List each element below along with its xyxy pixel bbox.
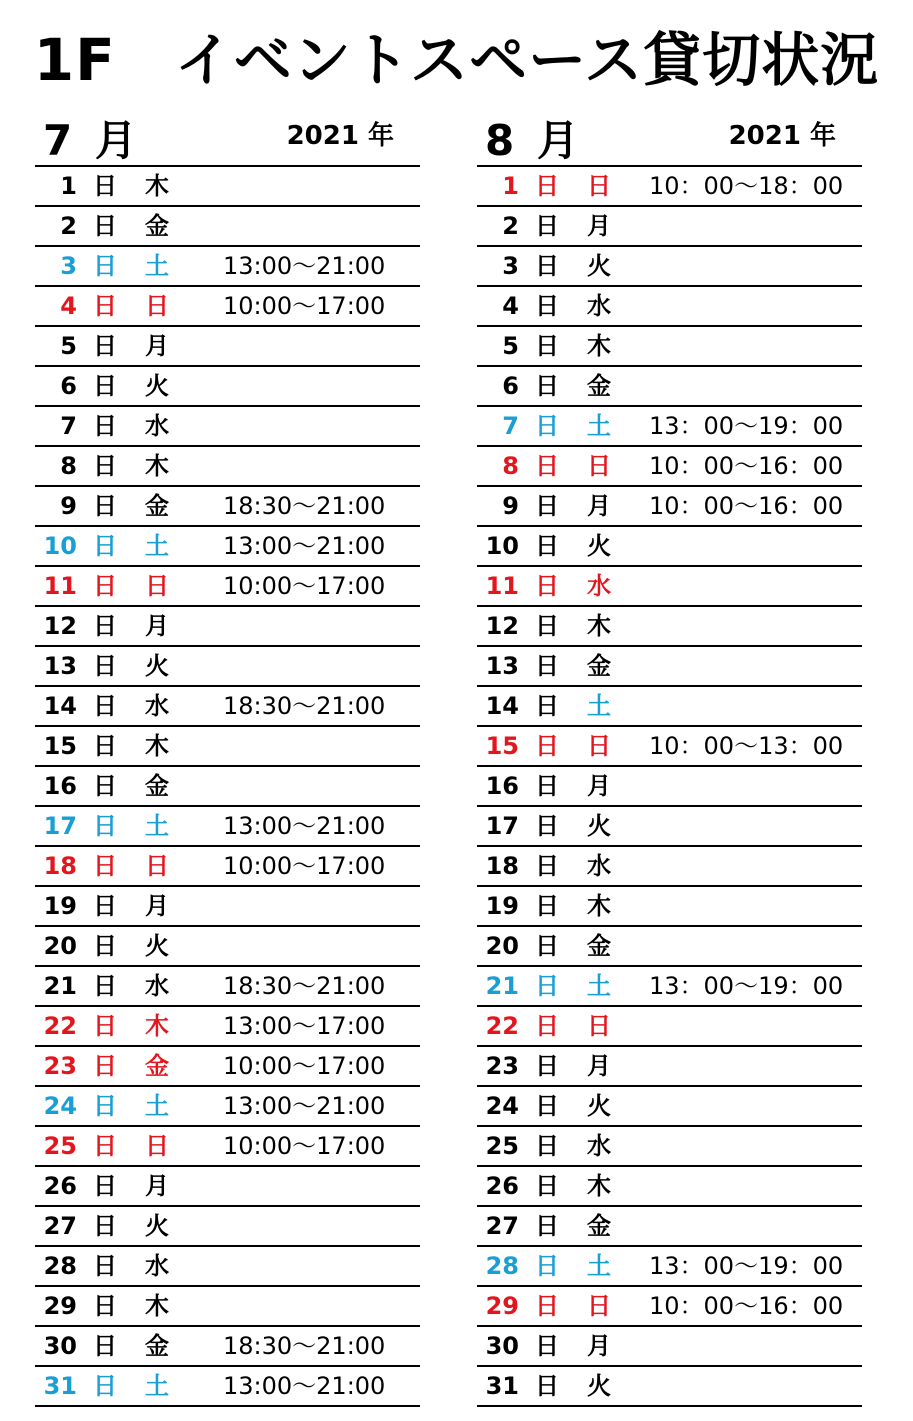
month-header	[477, 118, 862, 165]
day-row	[35, 207, 420, 247]
day-suffix: 日	[535, 292, 559, 320]
weekday: 日	[587, 1012, 611, 1040]
day-number: 21	[43, 972, 77, 1000]
day-number: 11	[485, 572, 519, 600]
day-suffix: 日	[535, 372, 559, 400]
day-suffix: 日	[93, 932, 117, 960]
weekday: 金	[587, 652, 611, 680]
day-number: 30	[485, 1332, 519, 1360]
day-number: 16	[43, 772, 77, 800]
day-number: 29	[43, 1292, 77, 1320]
weekday: 月	[145, 892, 169, 920]
day-number: 22	[43, 1012, 77, 1040]
day-number: 10	[43, 532, 77, 560]
day-suffix: 日	[93, 1132, 117, 1160]
day-suffix: 日	[93, 1012, 117, 1040]
day-row	[477, 1127, 862, 1167]
day-number: 4	[502, 292, 519, 320]
day-row	[477, 167, 862, 207]
day-suffix: 日	[93, 852, 117, 880]
weekday: 金	[145, 1332, 169, 1360]
day-suffix: 日	[535, 172, 559, 200]
day-row	[35, 767, 420, 807]
day-number: 7	[502, 412, 519, 440]
day-number: 22	[485, 1012, 519, 1040]
day-suffix: 日	[93, 1332, 117, 1360]
day-number: 28	[485, 1252, 519, 1280]
day-suffix: 日	[93, 212, 117, 240]
day-row	[35, 1247, 420, 1287]
day-suffix: 日	[535, 532, 559, 560]
day-number: 9	[60, 492, 77, 520]
day-row	[477, 447, 862, 487]
day-suffix: 日	[93, 1172, 117, 1200]
day-row	[477, 287, 862, 327]
day-number: 27	[43, 1212, 77, 1240]
day-list	[35, 165, 420, 1407]
month-august-calendar	[477, 118, 862, 1407]
day-number: 6	[502, 372, 519, 400]
weekday: 水	[587, 572, 611, 600]
day-suffix: 日	[535, 692, 559, 720]
day-number: 3	[60, 252, 77, 280]
day-row	[35, 1167, 420, 1207]
weekday: 水	[587, 852, 611, 880]
day-suffix: 日	[535, 452, 559, 480]
day-suffix: 日	[535, 1292, 559, 1320]
day-number: 12	[485, 612, 519, 640]
weekday: 火	[145, 652, 169, 680]
day-suffix: 日	[93, 532, 117, 560]
weekday: 土	[587, 972, 611, 1000]
day-number: 15	[43, 732, 77, 760]
weekday: 日	[145, 572, 169, 600]
weekday: 木	[587, 1172, 611, 1200]
day-number: 6	[60, 372, 77, 400]
day-row	[35, 247, 420, 287]
reservation-time: 13:00～21:00	[223, 532, 386, 560]
day-row	[477, 247, 862, 287]
day-number: 2	[502, 212, 519, 240]
day-row	[35, 1327, 420, 1367]
day-row	[35, 887, 420, 927]
month-year: 2021 年	[728, 121, 836, 151]
day-row	[35, 167, 420, 207]
day-number: 11	[43, 572, 77, 600]
day-row	[477, 727, 862, 767]
day-suffix: 日	[93, 1052, 117, 1080]
day-number: 8	[60, 452, 77, 480]
day-number: 20	[485, 932, 519, 960]
day-number: 17	[485, 812, 519, 840]
weekday: 水	[145, 1252, 169, 1280]
weekday: 日	[587, 1292, 611, 1320]
day-suffix: 日	[535, 772, 559, 800]
weekday: 土	[145, 252, 169, 280]
day-row	[35, 367, 420, 407]
day-number: 8	[502, 452, 519, 480]
month-name: 7 月	[43, 116, 141, 165]
day-number: 13	[43, 652, 77, 680]
day-suffix: 日	[93, 1212, 117, 1240]
day-row	[477, 1287, 862, 1327]
weekday: 火	[587, 1372, 611, 1400]
month-july-calendar	[35, 118, 420, 1407]
day-row	[477, 207, 862, 247]
weekday: 土	[587, 692, 611, 720]
weekday: 木	[587, 612, 611, 640]
day-suffix: 日	[535, 252, 559, 280]
day-number: 21	[485, 972, 519, 1000]
weekday: 水	[145, 412, 169, 440]
reservation-time: 10:00～17:00	[223, 292, 386, 320]
day-row	[477, 1087, 862, 1127]
day-suffix: 日	[93, 812, 117, 840]
day-number: 31	[485, 1372, 519, 1400]
day-number: 16	[485, 772, 519, 800]
weekday: 日	[587, 172, 611, 200]
day-number: 14	[43, 692, 77, 720]
day-row	[477, 1167, 862, 1207]
weekday: 土	[145, 532, 169, 560]
day-number: 30	[43, 1332, 77, 1360]
day-suffix: 日	[535, 1252, 559, 1280]
day-row	[35, 527, 420, 567]
reservation-time: 10:00～17:00	[223, 852, 386, 880]
day-row	[477, 527, 862, 567]
weekday: 日	[587, 732, 611, 760]
weekday: 木	[145, 732, 169, 760]
day-suffix: 日	[93, 572, 117, 600]
day-row	[477, 927, 862, 967]
day-number: 23	[43, 1052, 77, 1080]
day-number: 14	[485, 692, 519, 720]
day-number: 18	[43, 852, 77, 880]
weekday: 日	[145, 852, 169, 880]
day-suffix: 日	[535, 212, 559, 240]
day-suffix: 日	[93, 1092, 117, 1120]
day-number: 28	[43, 1252, 77, 1280]
day-number: 25	[43, 1132, 77, 1160]
day-row	[477, 367, 862, 407]
day-row	[477, 407, 862, 447]
day-number: 18	[485, 852, 519, 880]
weekday: 金	[145, 1052, 169, 1080]
day-suffix: 日	[93, 892, 117, 920]
weekday: 金	[587, 372, 611, 400]
day-row	[477, 1047, 862, 1087]
day-suffix: 日	[535, 1212, 559, 1240]
weekday: 火	[587, 532, 611, 560]
day-number: 26	[43, 1172, 77, 1200]
day-number: 12	[43, 612, 77, 640]
weekday: 月	[587, 1052, 611, 1080]
day-suffix: 日	[535, 1092, 559, 1120]
weekday: 木	[145, 452, 169, 480]
day-number: 13	[485, 652, 519, 680]
reservation-time: 18:30～21:00	[223, 492, 386, 520]
page-title: 1F イベントスペース貸切状況	[33, 26, 880, 94]
day-row	[477, 887, 862, 927]
reservation-time: 13:00～21:00	[223, 1092, 386, 1120]
day-suffix: 日	[535, 492, 559, 520]
day-row	[477, 567, 862, 607]
weekday: 月	[587, 772, 611, 800]
day-number: 19	[485, 892, 519, 920]
month-name: 8 月	[485, 116, 583, 165]
day-row	[477, 967, 862, 1007]
day-row	[477, 767, 862, 807]
day-suffix: 日	[535, 1132, 559, 1160]
day-suffix: 日	[535, 732, 559, 760]
day-row	[477, 847, 862, 887]
day-suffix: 日	[535, 652, 559, 680]
reservation-time: 13:00～21:00	[223, 812, 386, 840]
day-suffix: 日	[535, 1332, 559, 1360]
day-number: 26	[485, 1172, 519, 1200]
reservation-time: 10:00～17:00	[223, 572, 386, 600]
weekday: 木	[145, 172, 169, 200]
weekday: 金	[145, 772, 169, 800]
weekday: 月	[587, 212, 611, 240]
weekday: 日	[145, 292, 169, 320]
day-suffix: 日	[93, 1372, 117, 1400]
weekday: 土	[145, 1372, 169, 1400]
reservation-time: 10:00～17:00	[223, 1132, 386, 1160]
day-suffix: 日	[535, 612, 559, 640]
day-row	[35, 567, 420, 607]
weekday: 金	[145, 492, 169, 520]
day-suffix: 日	[535, 1172, 559, 1200]
day-number: 3	[502, 252, 519, 280]
day-row	[35, 1207, 420, 1247]
reservation-time: 13:00～21:00	[223, 1372, 386, 1400]
reservation-time: 10：00～13：00	[649, 732, 844, 760]
day-suffix: 日	[93, 332, 117, 360]
day-suffix: 日	[535, 332, 559, 360]
weekday: 月	[145, 612, 169, 640]
weekday: 金	[587, 1212, 611, 1240]
day-number: 20	[43, 932, 77, 960]
day-row	[477, 1007, 862, 1047]
day-number: 31	[43, 1372, 77, 1400]
day-number: 7	[60, 412, 77, 440]
day-row	[35, 1367, 420, 1407]
day-number: 23	[485, 1052, 519, 1080]
day-row	[35, 487, 420, 527]
day-number: 5	[60, 332, 77, 360]
weekday: 月	[145, 332, 169, 360]
reservation-time: 10:00～17:00	[223, 1052, 386, 1080]
weekday: 水	[587, 292, 611, 320]
weekday: 土	[145, 812, 169, 840]
weekday: 水	[145, 972, 169, 1000]
reservation-time: 18:30～21:00	[223, 972, 386, 1000]
weekday: 火	[145, 1212, 169, 1240]
reservation-time: 10：00～16：00	[649, 1292, 844, 1320]
day-row	[477, 807, 862, 847]
day-number: 5	[502, 332, 519, 360]
day-row	[477, 487, 862, 527]
month-year: 2021 年	[286, 121, 394, 151]
day-suffix: 日	[535, 812, 559, 840]
weekday: 木	[587, 892, 611, 920]
day-suffix: 日	[93, 252, 117, 280]
day-row	[35, 847, 420, 887]
day-number: 17	[43, 812, 77, 840]
day-row	[35, 1287, 420, 1327]
day-row	[477, 1327, 862, 1367]
weekday: 木	[587, 332, 611, 360]
reservation-time: 13:00～17:00	[223, 1012, 386, 1040]
day-suffix: 日	[535, 1372, 559, 1400]
day-suffix: 日	[93, 1252, 117, 1280]
day-suffix: 日	[535, 1012, 559, 1040]
month-header	[35, 118, 420, 165]
day-row	[35, 1087, 420, 1127]
day-number: 24	[485, 1092, 519, 1120]
weekday: 火	[145, 372, 169, 400]
day-number: 9	[502, 492, 519, 520]
day-row	[477, 687, 862, 727]
day-number: 19	[43, 892, 77, 920]
day-number: 25	[485, 1132, 519, 1160]
day-row	[477, 327, 862, 367]
reservation-time: 13：00～19：00	[649, 412, 844, 440]
weekday: 土	[587, 1252, 611, 1280]
day-suffix: 日	[535, 932, 559, 960]
weekday: 金	[145, 212, 169, 240]
day-suffix: 日	[93, 372, 117, 400]
day-row	[477, 1367, 862, 1407]
weekday: 日	[587, 452, 611, 480]
day-row	[35, 1127, 420, 1167]
weekday: 火	[145, 932, 169, 960]
reservation-time: 10：00～18：00	[649, 172, 844, 200]
day-suffix: 日	[535, 572, 559, 600]
day-suffix: 日	[93, 732, 117, 760]
weekday: 水	[145, 692, 169, 720]
day-number: 15	[485, 732, 519, 760]
reservation-time: 13:00～21:00	[223, 252, 386, 280]
weekday: 月	[587, 492, 611, 520]
weekday: 火	[587, 812, 611, 840]
day-row	[35, 927, 420, 967]
reservation-time: 10：00～16：00	[649, 492, 844, 520]
day-row	[35, 967, 420, 1007]
day-row	[35, 327, 420, 367]
day-suffix: 日	[535, 972, 559, 1000]
day-row	[35, 407, 420, 447]
day-row	[35, 647, 420, 687]
weekday: 土	[145, 1092, 169, 1120]
weekday: 日	[145, 1132, 169, 1160]
weekday: 火	[587, 1092, 611, 1120]
day-suffix: 日	[93, 772, 117, 800]
day-suffix: 日	[93, 292, 117, 320]
day-number: 4	[60, 292, 77, 320]
day-suffix: 日	[535, 412, 559, 440]
day-number: 1	[60, 172, 77, 200]
day-row	[35, 447, 420, 487]
day-row	[35, 687, 420, 727]
day-number: 10	[485, 532, 519, 560]
day-row	[477, 1207, 862, 1247]
weekday: 水	[587, 1132, 611, 1160]
day-suffix: 日	[93, 452, 117, 480]
weekday: 金	[587, 932, 611, 960]
day-suffix: 日	[93, 972, 117, 1000]
day-number: 2	[60, 212, 77, 240]
weekday: 土	[587, 412, 611, 440]
day-suffix: 日	[535, 892, 559, 920]
day-row	[35, 1047, 420, 1087]
weekday: 木	[145, 1012, 169, 1040]
day-number: 27	[485, 1212, 519, 1240]
day-row	[35, 727, 420, 767]
weekday: 月	[145, 1172, 169, 1200]
day-suffix: 日	[535, 1052, 559, 1080]
day-number: 1	[502, 172, 519, 200]
day-row	[35, 287, 420, 327]
day-suffix: 日	[93, 412, 117, 440]
weekday: 木	[145, 1292, 169, 1320]
day-suffix: 日	[93, 1292, 117, 1320]
day-row	[35, 807, 420, 847]
day-row	[35, 607, 420, 647]
reservation-time: 10：00～16：00	[649, 452, 844, 480]
day-suffix: 日	[93, 652, 117, 680]
reservation-time: 18:30～21:00	[223, 1332, 386, 1360]
day-row	[477, 607, 862, 647]
day-list	[477, 165, 862, 1407]
day-number: 24	[43, 1092, 77, 1120]
day-suffix: 日	[93, 492, 117, 520]
day-suffix: 日	[93, 172, 117, 200]
day-number: 29	[485, 1292, 519, 1320]
day-row	[477, 647, 862, 687]
reservation-time: 13：00～19：00	[649, 1252, 844, 1280]
reservation-time: 18:30～21:00	[223, 692, 386, 720]
day-suffix: 日	[93, 612, 117, 640]
day-suffix: 日	[93, 692, 117, 720]
weekday: 月	[587, 1332, 611, 1360]
day-suffix: 日	[535, 852, 559, 880]
weekday: 火	[587, 252, 611, 280]
reservation-time: 13：00～19：00	[649, 972, 844, 1000]
day-row	[477, 1247, 862, 1287]
day-row	[35, 1007, 420, 1047]
